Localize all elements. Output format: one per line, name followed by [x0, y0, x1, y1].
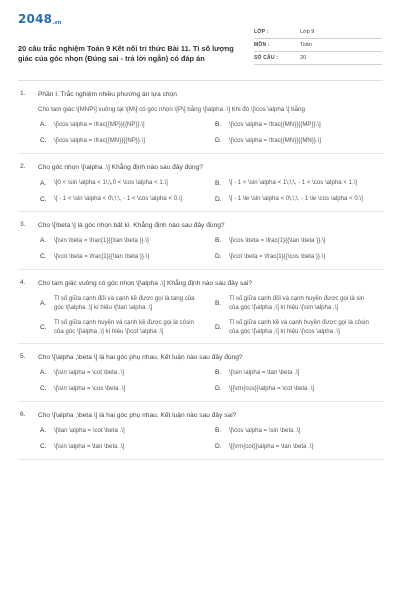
meta-row-class: [254, 26, 382, 39]
question-number: 1.: [20, 90, 26, 97]
question-text: Cho góc nhọn \[\alpha .\] Khẳng định nào sau đây đúng?: [38, 164, 203, 171]
option-text: \[ - 1 < \sin \alpha < 1\;\;\, - 1 < \cos \alpha < 1.\]: [229, 179, 358, 186]
header-divider: [18, 80, 383, 81]
question-item: [18, 90, 383, 154]
option-letter: B.: [215, 369, 222, 376]
option-b[interactable]: [215, 237, 370, 246]
question-item: [18, 279, 383, 344]
option-c[interactable]: [40, 253, 215, 262]
option-d[interactable]: [215, 195, 370, 204]
option-letter: B.: [215, 179, 222, 187]
document-header: [18, 12, 383, 74]
meta-key: SỐ CÂU :: [254, 55, 279, 61]
option-letter: A.: [40, 237, 47, 244]
meta-key: LỚP :: [254, 29, 269, 35]
meta-value: Lớp 9: [300, 29, 315, 35]
option-letter: D.: [215, 443, 222, 450]
options-grid: [40, 295, 370, 336]
options-grid: [40, 237, 370, 262]
option-text: \[\cos \alpha = \frac{{MP}}{{NP}}.\]: [54, 121, 145, 128]
option-letter: C.: [40, 385, 47, 392]
document-title: 20 câu trắc nghiệm Toán 9 Kết nối tri thức Bài 11. Tỉ số lượng giác của góc nhọn (Đúng sai - trả lời ngắn) có đáp án: [18, 44, 234, 63]
meta-row-count: [254, 52, 382, 65]
option-b[interactable]: [215, 369, 370, 378]
question-text: Cho tam giác \[MNP\] vuông tại \[M\] có góc nhọn \[P\] bằng \[\alpha .\] Khi đó \[\cos \alpha \] bằng: [38, 106, 305, 113]
option-text: Tỉ số giữa cạnh đối và cạnh kề được gọi là tang của góc \[\alpha ,\] kí hiệu \[\tan \alpha .\]: [54, 295, 195, 311]
option-letter: D.: [215, 195, 222, 203]
option-a[interactable]: [40, 121, 215, 130]
options-grid: [40, 179, 370, 204]
option-b[interactable]: [215, 121, 370, 130]
question-number: 5.: [20, 353, 26, 360]
option-d[interactable]: [215, 137, 370, 146]
option-text: \[{\rm{cot}}\alpha = \tan \beta .\]: [229, 443, 314, 450]
option-letter: A.: [40, 427, 47, 434]
option-letter: B.: [215, 299, 222, 307]
option-letter: C.: [40, 443, 47, 450]
option-c[interactable]: [40, 385, 215, 394]
option-text: \[{\rm{cos}}\alpha = \cot \beta .\]: [229, 385, 315, 392]
meta-row-subject: [254, 39, 382, 52]
options-grid: [40, 121, 370, 146]
option-c[interactable]: [40, 319, 215, 336]
option-a[interactable]: [40, 427, 215, 436]
option-letter: D.: [215, 137, 222, 144]
option-a[interactable]: [40, 295, 215, 312]
option-letter: C.: [40, 195, 47, 203]
option-c[interactable]: [40, 443, 215, 452]
question-number: 3.: [20, 221, 26, 228]
option-text: \[\sin \alpha = \cos \beta .\]: [54, 385, 126, 392]
option-text: \[ - 1 \le \sin \alpha < 0\;\;\, - 1 \le \cos \alpha < 0.\]: [229, 195, 363, 202]
option-letter: C.: [40, 137, 47, 144]
option-text: \[\cos \alpha = \frac{{MN}}{{MN}}.\]: [229, 137, 321, 144]
option-d[interactable]: [215, 443, 370, 452]
option-d[interactable]: [215, 319, 370, 336]
logo-main: 2048: [18, 12, 53, 26]
option-letter: B.: [215, 427, 222, 434]
option-letter: A.: [40, 179, 47, 187]
option-text: \[\cot \beta = \frac{1}{{\tan \beta }}.\]: [54, 253, 150, 260]
option-letter: C.: [40, 323, 47, 331]
option-letter: B.: [215, 237, 222, 244]
option-text: Tỉ số giữa cạnh đối và cạnh huyền được gọi là sin của góc \[\alpha ,\] kí hiệu \[\sin \alpha .\]: [229, 295, 365, 311]
meta-value: Toán: [300, 42, 312, 48]
meta-value: 20: [300, 55, 307, 61]
option-text: \[\cos \alpha = \frac{{MN}}{{NP}}.\]: [54, 137, 145, 144]
meta-key: MÔN :: [254, 42, 270, 48]
option-letter: A.: [40, 369, 47, 376]
option-text: \[\tan \alpha = \cot \beta .\]: [54, 427, 125, 434]
option-letter: D.: [215, 323, 222, 331]
option-a[interactable]: [40, 179, 215, 188]
option-text: \[\cos \alpha = \sin \beta .\]: [229, 427, 301, 434]
option-letter: D.: [215, 385, 222, 392]
option-text: \[ - 1 < \sin \alpha < 0\;\;\, - 1 < \cos \alpha < 0.\]: [54, 195, 183, 202]
question-text: Cho tam giác vuông có góc nhọn \[\alpha .\] Khẳng định nào sau đây sai?: [38, 280, 253, 287]
question-number: 4.: [20, 279, 26, 286]
question-list: [18, 90, 383, 469]
option-letter: A.: [40, 121, 47, 128]
option-letter: D.: [215, 253, 222, 260]
meta-table: [254, 26, 382, 65]
option-text: \[\cos \beta = \frac{1}{{\tan \beta }}.\]: [229, 237, 326, 244]
option-b[interactable]: [215, 295, 370, 312]
option-text: \[\sin \alpha = \tan \beta .\]: [54, 443, 125, 450]
option-d[interactable]: [215, 253, 370, 262]
option-c[interactable]: [40, 137, 215, 146]
option-c[interactable]: [40, 195, 215, 204]
section-heading: Phần I. Trắc nghiệm nhiều phương án lựa chọn: [38, 91, 177, 98]
option-letter: B.: [215, 121, 222, 128]
option-a[interactable]: [40, 369, 215, 378]
site-logo[interactable]: [18, 12, 62, 26]
question-number: 2.: [20, 163, 26, 170]
option-b[interactable]: [215, 427, 370, 436]
question-text: Cho \[\alpha ,\beta \] là hai góc phụ nhau. Kết luận nào sau đây đúng?: [38, 354, 243, 361]
question-item: [18, 221, 383, 270]
option-letter: C.: [40, 253, 47, 260]
options-grid: [40, 369, 370, 394]
options-grid: [40, 427, 370, 452]
option-text: Tỉ số giữa cạnh kề và cạnh huyền được gọi là côsin của góc \[\alpha ,\] kí hiệu \[\cos \alpha .\]: [229, 319, 369, 335]
question-text: Cho \[\beta \] là góc nhọn bất kì. Khẳng định nào sau đây đúng?: [38, 222, 225, 229]
option-text: \[\sin \alpha = \cot \beta .\]: [54, 369, 124, 376]
option-b[interactable]: [215, 179, 370, 188]
question-item: [18, 411, 383, 460]
option-text: \[\cos \alpha = \frac{{MN}}{{MP}}.\]: [229, 121, 321, 128]
option-letter: A.: [40, 299, 47, 307]
option-text: \[\sin \alpha = \tan \beta .\]: [229, 369, 300, 376]
option-d[interactable]: [215, 385, 370, 394]
option-text: Tỉ số giữa cạnh huyền và cạnh kề được gọi là côsin của góc \[\alpha ,\] kí hiệu \[\cot \alpha .\]: [54, 319, 194, 335]
question-item: [18, 353, 383, 402]
option-text: \[\cot \beta = \frac{1}{{\cos \beta }}.\]: [229, 253, 326, 260]
question-text: Cho \[\alpha ,\beta \] là hai góc phụ nhau. Kết luận nào sau đây sai?: [38, 412, 237, 419]
option-text: \[\sin \beta = \frac{1}{{\tan \beta }}.\]: [54, 237, 149, 244]
logo-suffix: .vn: [52, 20, 62, 26]
option-a[interactable]: [40, 237, 215, 246]
option-text: \[0 < \sin \alpha < 1\;\,0 < \cos \alpha < 1.\]: [54, 179, 168, 186]
question-item: [18, 163, 383, 212]
question-number: 6.: [20, 411, 26, 418]
